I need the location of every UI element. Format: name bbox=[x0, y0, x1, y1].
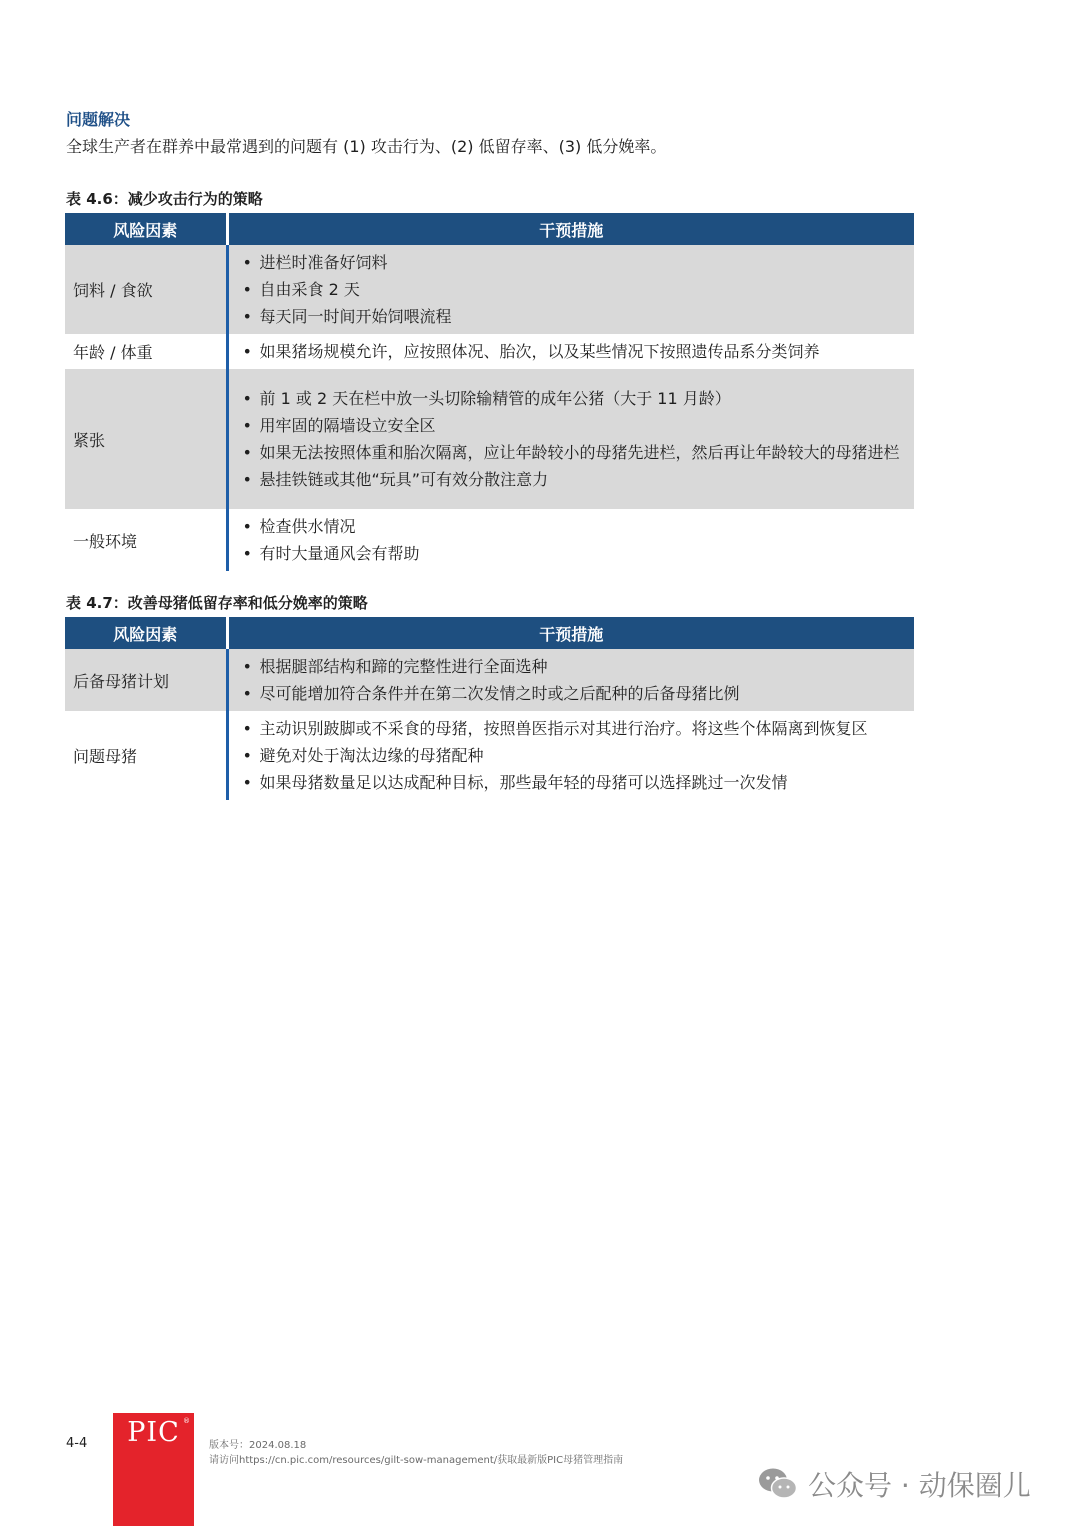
measures-cell bbox=[227, 245, 914, 334]
measure-item: • 尽可能增加符合条件并在第二次发情之时或之后配种的后备母猪比例 bbox=[243, 680, 907, 707]
measure-item: • 根据腿部结构和蹄的完整性进行全面选种 bbox=[243, 653, 907, 680]
measure-item: • 每天同一时间开始饲喂流程 bbox=[243, 303, 907, 330]
watermark-text: 公众号 · 动保圈儿 bbox=[808, 1469, 1031, 1502]
version-number: 版本号：2024.08.18 bbox=[209, 1440, 307, 1451]
section-title: 问题解决 bbox=[66, 110, 131, 129]
pic-logo bbox=[113, 1413, 194, 1526]
table-4-7-caption: 表 4.7：改善母猪低留存率和低分娩率的策略 bbox=[66, 594, 368, 612]
risk-factor-cell: 年龄 / 体重 bbox=[65, 334, 227, 369]
table-4-6-caption: 表 4.6：减少攻击行为的策略 bbox=[66, 190, 263, 208]
risk-factor-cell: 后备母猪计划 bbox=[65, 649, 227, 711]
table-row bbox=[65, 649, 914, 711]
risk-factor-cell: 问题母猪 bbox=[65, 711, 227, 800]
measure-item: • 如果母猪数量足以达成配种目标，那些最年轻的母猪可以选择跳过一次发情 bbox=[243, 769, 907, 796]
measure-item: • 悬挂铁链或其他“玩具”可有效分散注意力 bbox=[243, 466, 907, 493]
table-row bbox=[65, 509, 914, 571]
measure-item: • 如果猪场规模允许，应按照体况、胎次，以及某些情况下按照遗传品系分类饲养 bbox=[243, 338, 907, 365]
risk-factor-cell: 紧张 bbox=[65, 369, 227, 509]
measure-item: • 检查供水情况 bbox=[243, 513, 907, 540]
table-row bbox=[65, 369, 914, 509]
measures-cell bbox=[227, 334, 914, 369]
measures-cell bbox=[227, 711, 914, 800]
resource-url-line[interactable]: 请访问https://cn.pic.com/resources/gilt-sow-management/获取最新版PIC母猪管理指南 bbox=[209, 1455, 624, 1466]
wechat-icon bbox=[758, 1466, 798, 1502]
table-4-6 bbox=[65, 213, 914, 571]
table-row bbox=[65, 711, 914, 800]
measure-item: • 自由采食 2 天 bbox=[243, 276, 907, 303]
column-header-risk-factor: 风险因素 bbox=[65, 213, 227, 245]
measure-item: • 避免对处于淘汰边缘的母猪配种 bbox=[243, 742, 907, 769]
column-header-intervention: 干预措施 bbox=[227, 617, 914, 649]
column-header-intervention: 干预措施 bbox=[227, 213, 914, 245]
measure-item: • 前 1 或 2 天在栏中放一头切除输精管的成年公猪（大于 11 月龄） bbox=[243, 385, 907, 412]
intro-paragraph: 全球生产者在群养中最常遇到的问题有 (1) 攻击行为、(2) 低留存率、(3) 低分娩率。 bbox=[66, 137, 667, 156]
registered-mark: ® bbox=[183, 1417, 190, 1425]
measure-item: • 有时大量通风会有帮助 bbox=[243, 540, 907, 567]
measures-cell bbox=[227, 369, 914, 509]
page-number: 4-4 bbox=[66, 1436, 88, 1451]
measure-item: • 如果无法按照体重和胎次隔离，应让年龄较小的母猪先进栏，然后再让年龄较大的母猪进栏 bbox=[243, 439, 907, 466]
table-4-7 bbox=[65, 617, 914, 800]
table-row bbox=[65, 334, 914, 369]
measure-item: • 进栏时准备好饲料 bbox=[243, 249, 907, 276]
table-row bbox=[65, 245, 914, 334]
pic-logo-text: PIC bbox=[127, 1417, 180, 1448]
measures-cell bbox=[227, 649, 914, 711]
column-header-risk-factor: 风险因素 bbox=[65, 617, 227, 649]
wechat-watermark bbox=[758, 1462, 1031, 1506]
risk-factor-cell: 饲料 / 食欲 bbox=[65, 245, 227, 334]
measure-item: • 用牢固的隔墙设立安全区 bbox=[243, 412, 907, 439]
risk-factor-cell: 一般环境 bbox=[65, 509, 227, 571]
measure-item: • 主动识别跛脚或不采食的母猪，按照兽医指示对其进行治疗。将这些个体隔离到恢复区 bbox=[243, 715, 907, 742]
measures-cell bbox=[227, 509, 914, 571]
